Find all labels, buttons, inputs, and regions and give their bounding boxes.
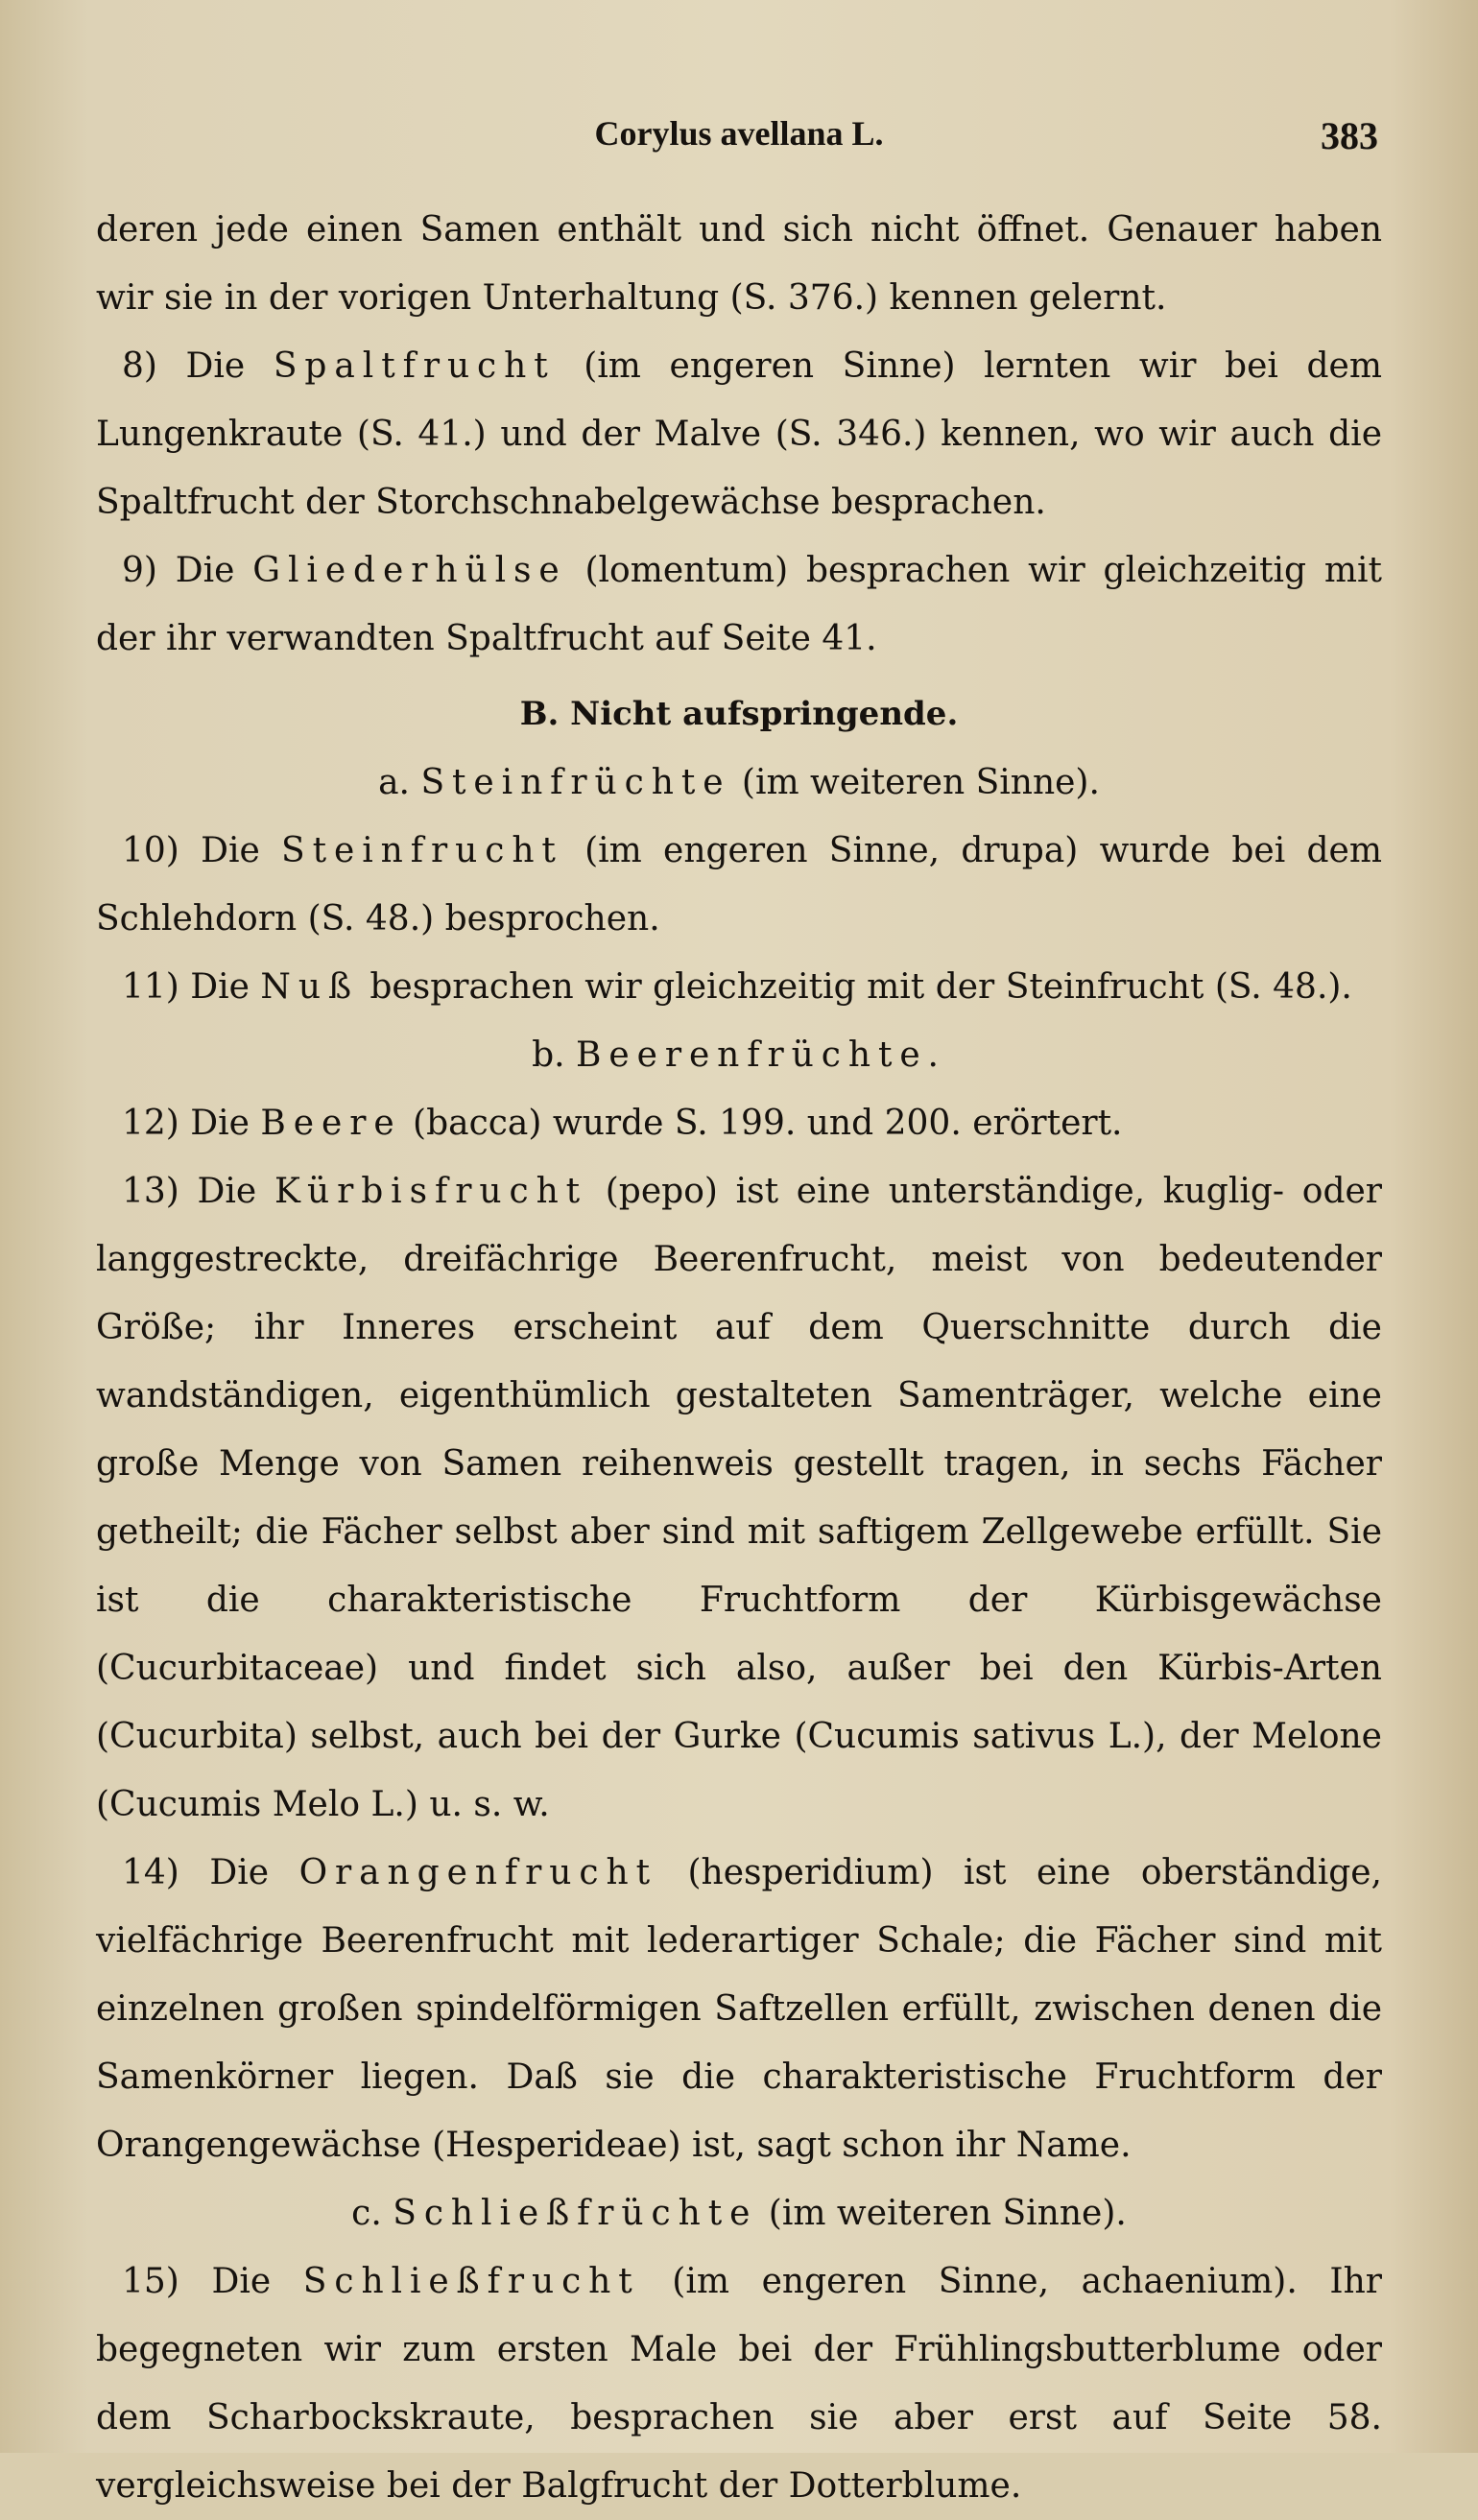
text-run: 10) Die	[122, 831, 282, 870]
spaced-term: Spaltfrucht	[273, 346, 556, 386]
page-header	[96, 113, 1382, 171]
text-run: c.	[351, 2194, 393, 2233]
spaced-term: Schließfrüchte	[393, 2194, 758, 2233]
paragraph-15-schliessfrucht	[96, 2247, 1382, 2520]
text-run: 13) Die	[122, 1172, 274, 1211]
text-run: (im engeren Sinne, drupa) wurde bei dem Schlehdorn (S. 48.) besprochen.	[96, 831, 1382, 939]
text-run: 14) Die	[122, 1853, 299, 1892]
text-run: (lomentum) besprachen wir gleichzeitig mit der ihr verwandten Spaltfrucht auf Seite 41.	[96, 551, 1382, 658]
page-body	[96, 196, 1382, 2520]
running-title: Corylus avellana L.	[594, 114, 884, 153]
page-number: 383	[1321, 114, 1378, 157]
paragraph-8-spaltfrucht	[96, 332, 1382, 536]
text-run: (bacca) wurde S. 199. und 200. erörtert.	[401, 1104, 1123, 1143]
paragraph-13-kuerbisfrucht	[96, 1157, 1382, 1839]
spaced-term: Steinfrucht	[281, 831, 563, 870]
text-run: 15) Die	[122, 2262, 303, 2301]
subsection-heading-b	[96, 1021, 1382, 1089]
text-run: (im engeren Sinne) lernten wir bei dem Lungenkraute (S. 41.) und der Malve (S. 346.) kennen, wo wir auch die Spaltfrucht der Storchschnabelgewächse besprachen.	[96, 346, 1382, 522]
paragraph-10-steinfrucht	[96, 817, 1382, 953]
paragraph-continuation	[96, 196, 1382, 332]
text-run: 8) Die	[122, 346, 274, 386]
spaced-term: Beerenfrüchte.	[576, 1035, 946, 1075]
text-run: (im weiteren Sinne).	[730, 763, 1100, 802]
text-run: 12) Die	[122, 1104, 261, 1143]
spaced-term: Kürbisfrucht	[274, 1172, 588, 1211]
spaced-term: Nuß	[260, 967, 359, 1007]
text-run: a.	[378, 763, 421, 802]
text-run: (im engeren Sinne, achaenium). Ihr begegneten wir zum ersten Male bei der Frühlingsbutterblume oder dem Scharbockskraute, besprachen sie aber erst auf Seite 58. vergleichsweise bei der Balgfrucht der Dotterblume.	[96, 2262, 1383, 2506]
spaced-term: Orangenfrucht	[298, 1853, 657, 1892]
spaced-term: Schließfrucht	[302, 2262, 640, 2301]
subsection-heading-a	[96, 749, 1382, 817]
spaced-term: Gliederhülse	[252, 551, 567, 590]
text-run: 9) Die	[122, 551, 253, 590]
spaced-term: Beere	[260, 1104, 402, 1143]
paragraph-9-gliederhuelse	[96, 536, 1382, 673]
text-run: b.	[532, 1035, 576, 1075]
text-run: B. Nicht aufspringende.	[519, 695, 959, 733]
text-run: (pepo) ist eine unterständige, kuglig- oder langgestreckte, dreifächrige Beerenfrucht, meist von bedeutender Größe; ihr Inneres erscheint auf dem Querschnitte durch die wandständigen, eigenthümlich gestalteten Samenträger, welche eine große Menge von Samen reihenweis gestellt tragen, in sechs Fächer getheilt; die Fächer selbst aber sind mit saftigem Zellgewebe erfüllt. Sie ist die charakteristische Fruchtform der Kürbisgewächse (Cucurbitaceae) und findet sich also, außer bei den Kürbis-Arten (Cucurbita) selbst, auch bei der Gurke (Cucumis sativus L.), der Melone (Cucumis Melo L.) u. s. w.	[96, 1172, 1383, 1824]
text-run: (im weiteren Sinne).	[757, 2194, 1127, 2233]
text-run: (hesperidium) ist eine oberständige, vielfächrige Beerenfrucht mit lederartiger Schale; die Fächer sind mit einzelnen großen spindelförmigen Saftzellen erfüllt, zwischen denen die Samenkörner liegen. Daß sie die charakteristische Fruchtform der Orangengewächse (Hesperideae) ist, sagt schon ihr Name.	[96, 1853, 1383, 2165]
subsection-heading-c	[96, 2179, 1382, 2247]
paragraph-11-nuss	[96, 953, 1382, 1021]
paragraph-12-beere	[96, 1089, 1382, 1157]
text-run: besprachen wir gleichzeitig mit der Steinfrucht (S. 48.).	[358, 967, 1352, 1007]
section-heading-b	[96, 680, 1382, 749]
spaced-term: Steinfrüchte	[420, 763, 731, 802]
paragraph-14-orangenfrucht	[96, 1839, 1382, 2179]
text-run: 11) Die	[122, 967, 261, 1007]
text-run: deren jede einen Samen enthält und sich nicht öffnet. Genauer haben wir sie in der vorigen Unterhaltung (S. 376.) kennen gelernt.	[96, 210, 1382, 318]
